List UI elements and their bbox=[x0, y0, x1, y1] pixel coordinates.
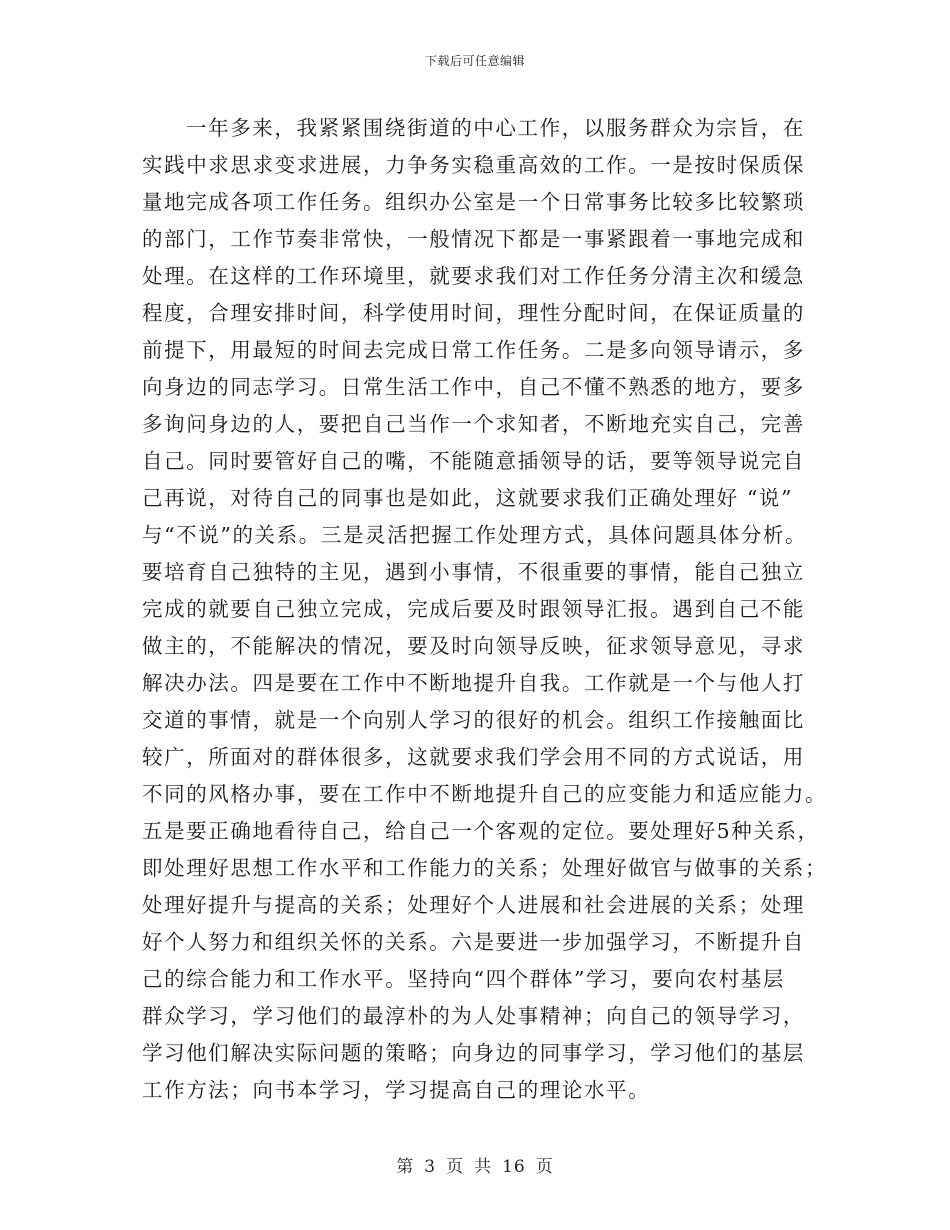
paragraph-line: 要培育自己独特的主见，遇到小事情，不很重要的事情，能自己独立 bbox=[142, 560, 805, 584]
paragraph-line: 程度，合理安排时间，科学使用时间，理性分配时间，在保证质量的 bbox=[142, 301, 805, 325]
paragraph-line: 群众学习，学习他们的最淳朴的为人处事精神；向自己的领导学习， bbox=[142, 1004, 805, 1028]
page-header-note: 下载后可任意编辑 bbox=[424, 54, 525, 68]
paragraph-line: 的部门，工作节奏非常快，一般情况下都是一事紧跟着一事地完成和 bbox=[142, 227, 805, 251]
paragraph-line: 量地完成各项工作任务。组织办公室是一个日常事务比较多比较繁琐 bbox=[142, 190, 805, 214]
paragraph-line: 做主的，不能解决的情况，要及时向领导反映，征求领导意见，寻求 bbox=[142, 634, 805, 658]
page-footer bbox=[0, 1152, 950, 1177]
paragraph-line: 不同的风格办事，要在工作中不断地提升自己的应变能力和适应能力。 bbox=[142, 782, 828, 806]
footer-suffix: 页 bbox=[535, 1157, 554, 1177]
footer-prefix: 第 bbox=[396, 1157, 415, 1177]
paragraph-line: 前提下，用最短的时间去完成日常工作任务。二是多向领导请示，多 bbox=[142, 338, 805, 362]
footer-total-pages: 16 bbox=[502, 1157, 526, 1177]
body-paragraph bbox=[142, 110, 828, 1109]
footer-current-page: 3 bbox=[424, 1157, 437, 1177]
paragraph-line: 己的综合能力和工作水平。坚持向“四个群体”学习，要向农村基层 bbox=[142, 967, 785, 991]
paragraph-line: 即处理好思想工作水平和工作能力的关系；处理好做官与做事的关系； bbox=[142, 856, 828, 880]
paragraph-line: 五是要正确地看待自己，给自己一个客观的定位。要处理好5种关系， bbox=[142, 819, 820, 843]
footer-page-word: 页 bbox=[446, 1157, 465, 1177]
paragraph-line: 交道的事情，就是一个向别人学习的很好的机会。组织工作接触面比 bbox=[142, 708, 805, 732]
paragraph-line: 一年多来，我紧紧围绕街道的中心工作，以服务群众为宗旨，在 bbox=[186, 116, 805, 140]
paragraph-line: 实践中求思求变求进展，力争务实稳重高效的工作。一是按时保质保 bbox=[142, 153, 805, 177]
paragraph-line: 处理。在这样的工作环境里，就要求我们对工作任务分清主次和缓急 bbox=[142, 264, 805, 288]
paragraph-line: 解决办法。四是要在工作中不断地提升自我。工作就是一个与他人打 bbox=[142, 671, 805, 695]
paragraph-line: 向身边的同志学习。日常生活工作中，自己不懂不熟悉的地方，要多 bbox=[142, 375, 805, 399]
footer-total-word: 共 bbox=[474, 1157, 493, 1177]
paragraph-line: 工作方法；向书本学习，学习提高自己的理论水平。 bbox=[142, 1078, 651, 1102]
paragraph-line: 处理好提升与提高的关系；处理好个人进展和社会进展的关系；处理 bbox=[142, 893, 805, 917]
paragraph-line: 完成的就要自己独立完成，完成后要及时跟领导汇报。遇到自己不能 bbox=[142, 597, 805, 621]
paragraph-line: 多询问身边的人，要把自己当作一个求知者，不断地充实自己，完善 bbox=[142, 412, 805, 436]
paragraph-line: 与“不说”的关系。三是灵活把握工作处理方式，具体问题具体分析。 bbox=[142, 523, 808, 547]
paragraph-line: 学习他们解决实际问题的策略；向身边的同事学习，学习他们的基层 bbox=[142, 1041, 805, 1065]
paragraph-line: 较广，所面对的群体很多，这就要求我们学会用不同的方式说话，用 bbox=[142, 745, 805, 769]
paragraph-line: 己再说，对待自己的同事也是如此，这就要求我们正确处理好 “说” bbox=[142, 486, 794, 510]
paragraph-line: 好个人努力和组织关怀的关系。六是要进一步加强学习，不断提升自 bbox=[142, 930, 805, 954]
paragraph-line: 自己。同时要管好自己的嘴，不能随意插领导的话，要等领导说完自 bbox=[142, 449, 805, 473]
